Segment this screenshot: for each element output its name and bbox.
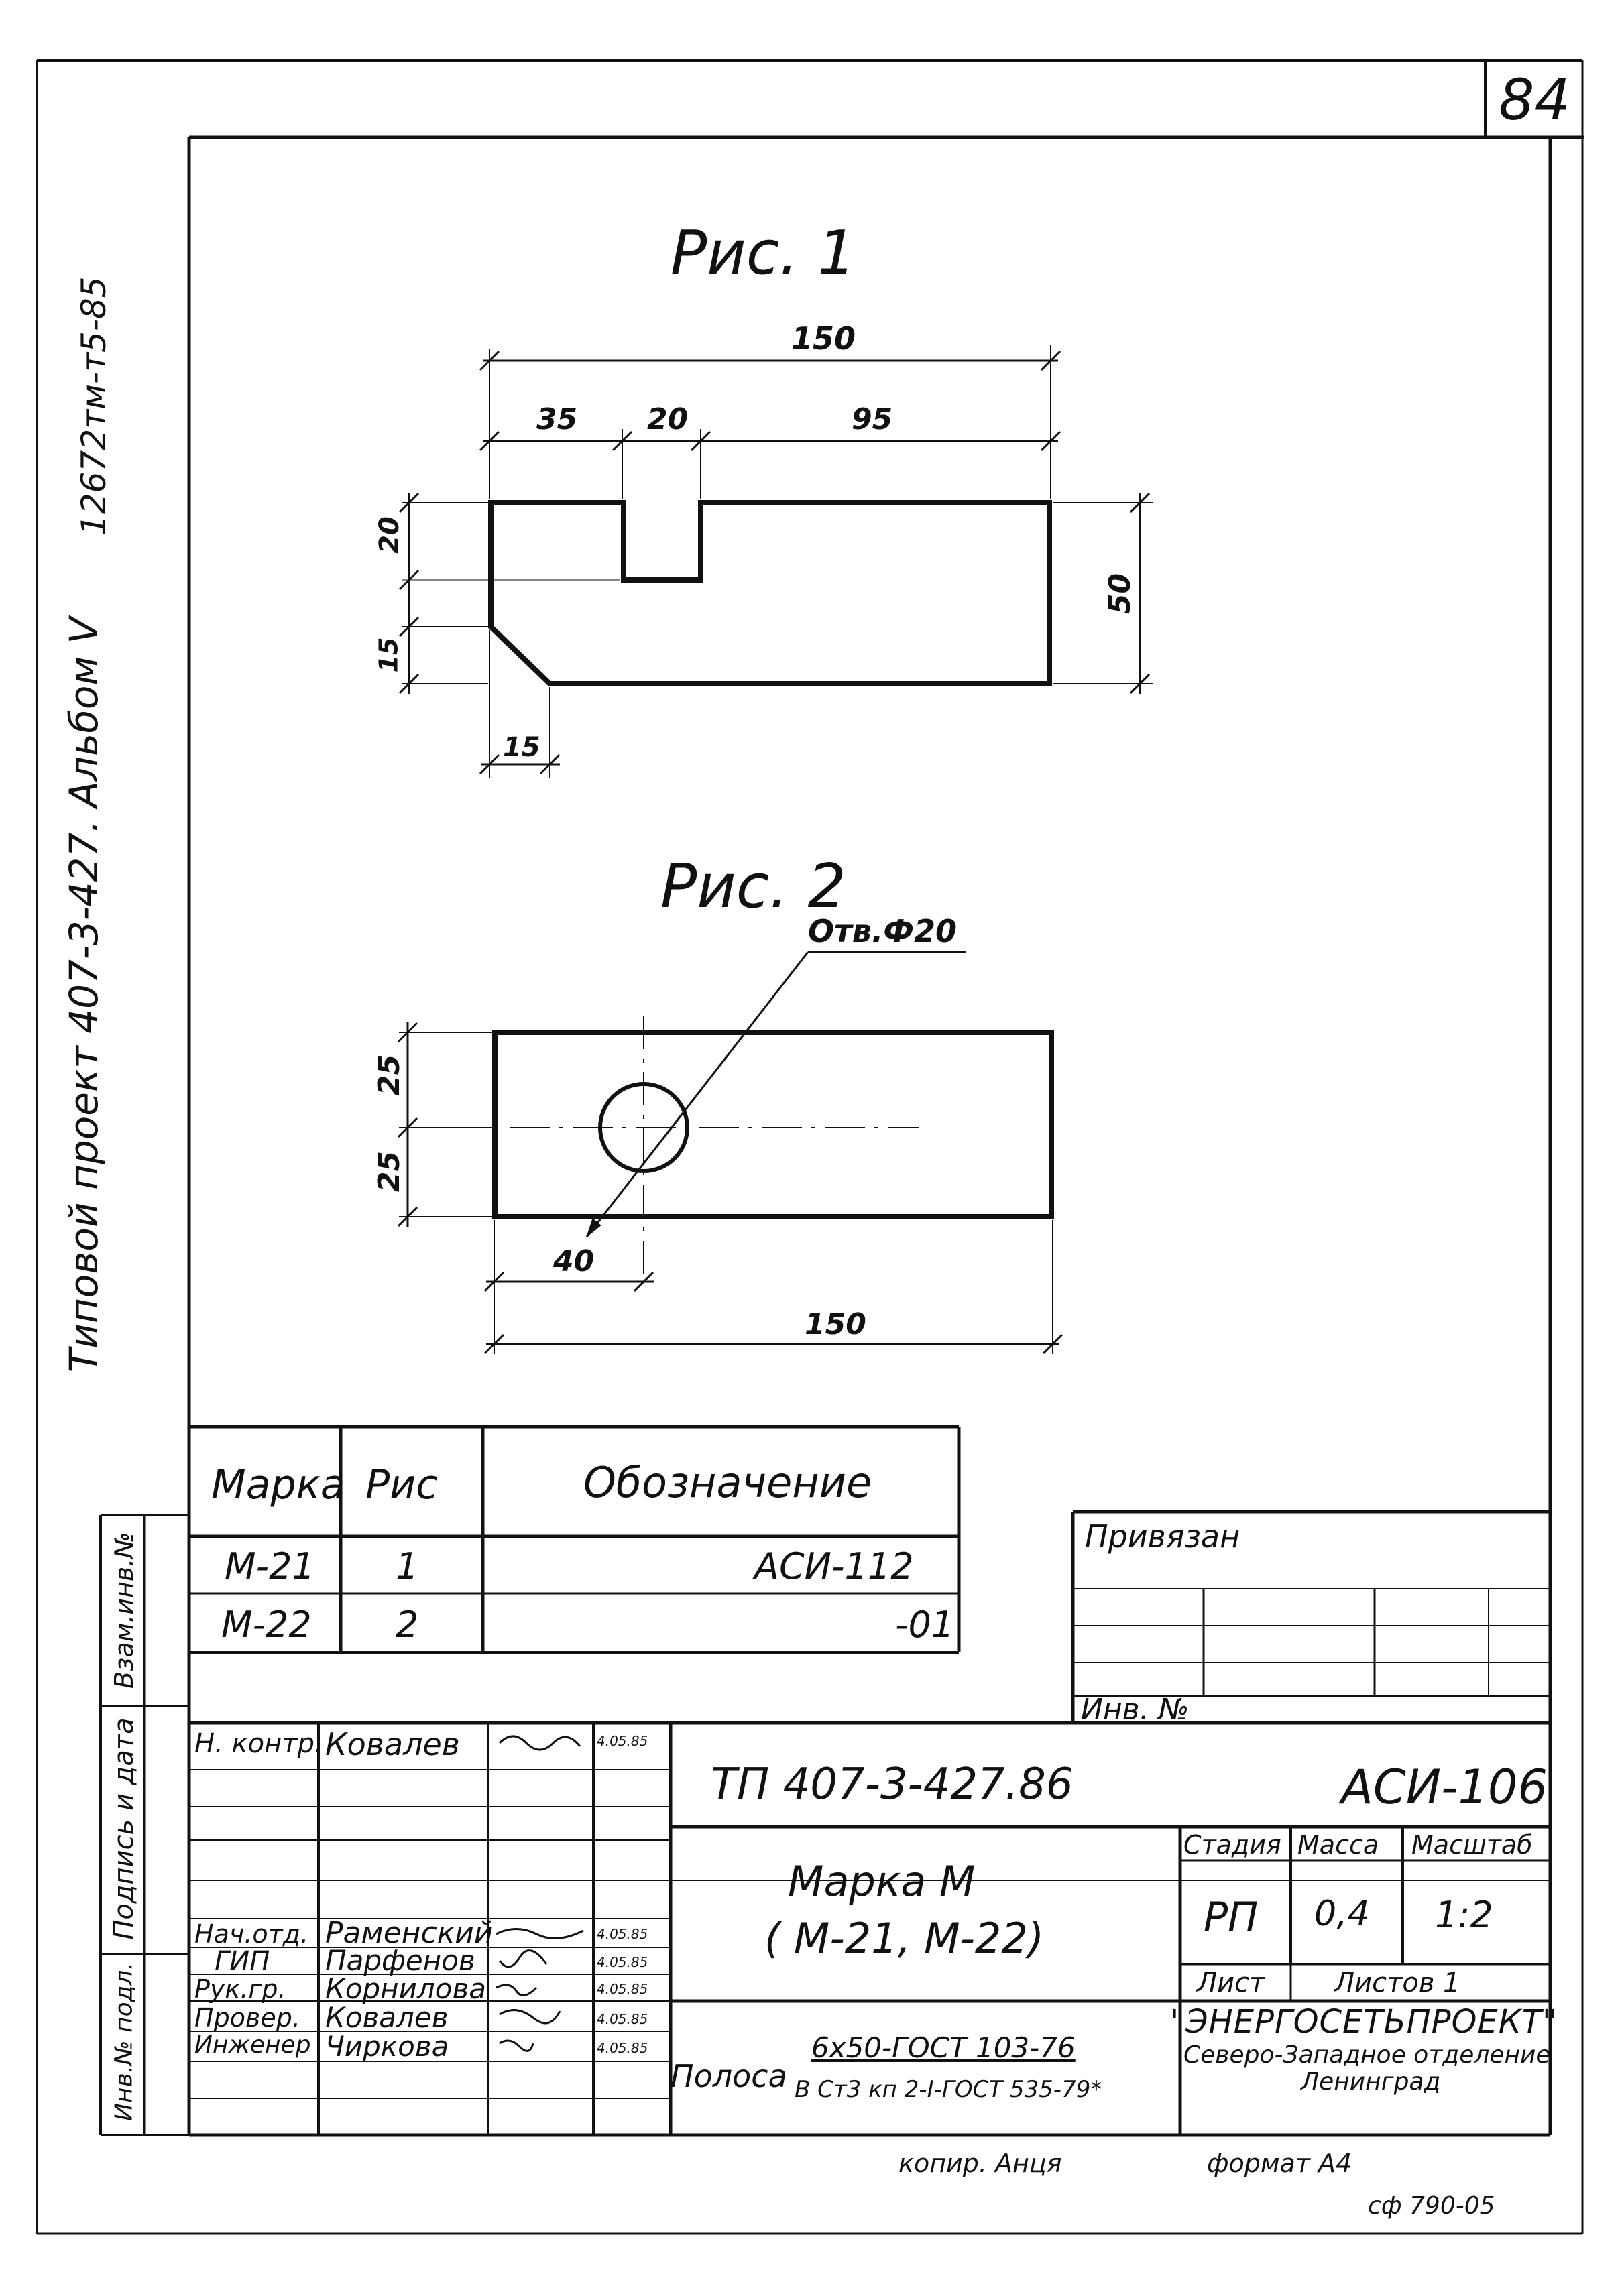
dim-overall-150: 150 [791,320,856,357]
sig-date-1: 4.05.85 [597,1733,648,1749]
sheets-label: Листов 1 [1334,1968,1460,1998]
sig-name-5: Ковалев [325,2001,449,2034]
sig-date-4: 4.05.85 [597,1981,648,1997]
spec-header-designation: Обозначение [583,1458,872,1507]
binding-title: Привязан [1085,1518,1240,1555]
stage-value: РП [1204,1894,1259,1941]
spec-header-fig: Рис [365,1461,439,1508]
scale-header: Масштаб [1411,1830,1533,1860]
dim-overall-150-fig2: 150 [805,1307,866,1341]
sig-name-6: Чиркова [325,2030,449,2063]
part-name: Марка М [788,1857,976,1906]
sig-name-4: Корнилова [325,1972,486,2005]
binding-inv: Инв. № [1081,1693,1190,1727]
strip-label-signature-date: Подпись и дата [109,1717,139,1940]
mass-value: 0,4 [1314,1894,1370,1934]
spec-row2-mark: М-22 [221,1604,312,1646]
dim-35: 35 [536,402,578,436]
sig-date-2: 4.05.85 [597,1926,648,1942]
sig-name-1: Ковалев [325,1726,460,1762]
spec-row2-fig: 2 [396,1604,419,1646]
footer-format: формат А4 [1207,2149,1352,2178]
dim-chamfer-v-15: 15 [373,637,404,673]
side-project-title: Типовой проект 407-3-427. Альбом V [61,617,107,1373]
figure1-title: Рис. 1 [671,218,856,288]
dim-95: 95 [852,402,893,436]
scale-value: 1:2 [1435,1894,1493,1936]
spec-row1-fig: 1 [396,1545,419,1587]
strip-label-replace-inv: Взам.инв.№ [109,1532,139,1689]
material-spec-1: 6х50-ГОСТ 103-76 [811,2031,1076,2064]
sig-date-6: 4.05.85 [597,2040,648,2056]
sig-date-5: 4.05.85 [597,2011,648,2027]
stage-header: Стадия [1183,1830,1281,1860]
project-code: ТП 407-3-427.86 [711,1760,1074,1809]
org-name: "ЭНЕРГОСЕТЬПРОЕКТ" [1170,2003,1558,2041]
sig-name-2: Раменский [325,1916,494,1950]
footer-copied: копир. Анця [898,2149,1062,2178]
sig-role-5: Провер. [194,2003,300,2033]
spec-row2-designation: -01 [895,1604,955,1646]
dim-20: 20 [647,402,689,436]
part-variants: ( М-21, М-22) [764,1914,1045,1963]
spec-row1-mark: М-21 [225,1545,315,1587]
sig-role-4: Рук.гр. [194,1974,286,2004]
sig-role-2: Нач.отд. [194,1919,309,1949]
strip-label-inv-original: Инв.№ подл. [110,1962,138,2121]
mass-header: Масса [1297,1830,1379,1860]
dim-notch-20: 20 [373,516,405,554]
sig-date-3: 4.05.85 [597,1954,648,1970]
sig-name-3: Парфенов [325,1944,475,1977]
doc-code: АСИ-106 [1341,1760,1548,1815]
dim-bottom-25: 25 [372,1150,407,1193]
material-label: Полоса [671,2058,787,2094]
sheet-label: Лист [1197,1968,1265,1998]
sig-role-3: ГИП [215,1946,270,1977]
spec-header-mark: Марка [211,1461,345,1508]
dim-chamfer-h-15: 15 [503,732,540,763]
hole-label: Отв.Ф20 [808,913,957,949]
sig-role-1: Н. контр. [194,1728,323,1759]
material-spec-2: В Ст3 кп 2-I-ГОСТ 535-79* [795,2076,1102,2103]
org-division: Северо-Западное отделение [1183,2041,1551,2069]
side-code: 12672тм-т5-85 [74,276,113,536]
dim-height-50: 50 [1103,572,1138,615]
sig-role-6: Инженер [194,2031,311,2059]
dim-top-25: 25 [372,1054,407,1096]
footer-stamp: сф 790-05 [1368,2192,1495,2220]
org-city: Ленинград [1301,2068,1441,2096]
spec-row1-designation: АСИ-112 [754,1545,914,1587]
dim-offset-40: 40 [553,1244,595,1278]
page-number: 84 [1499,67,1570,133]
figure2-title: Рис. 2 [660,851,846,922]
